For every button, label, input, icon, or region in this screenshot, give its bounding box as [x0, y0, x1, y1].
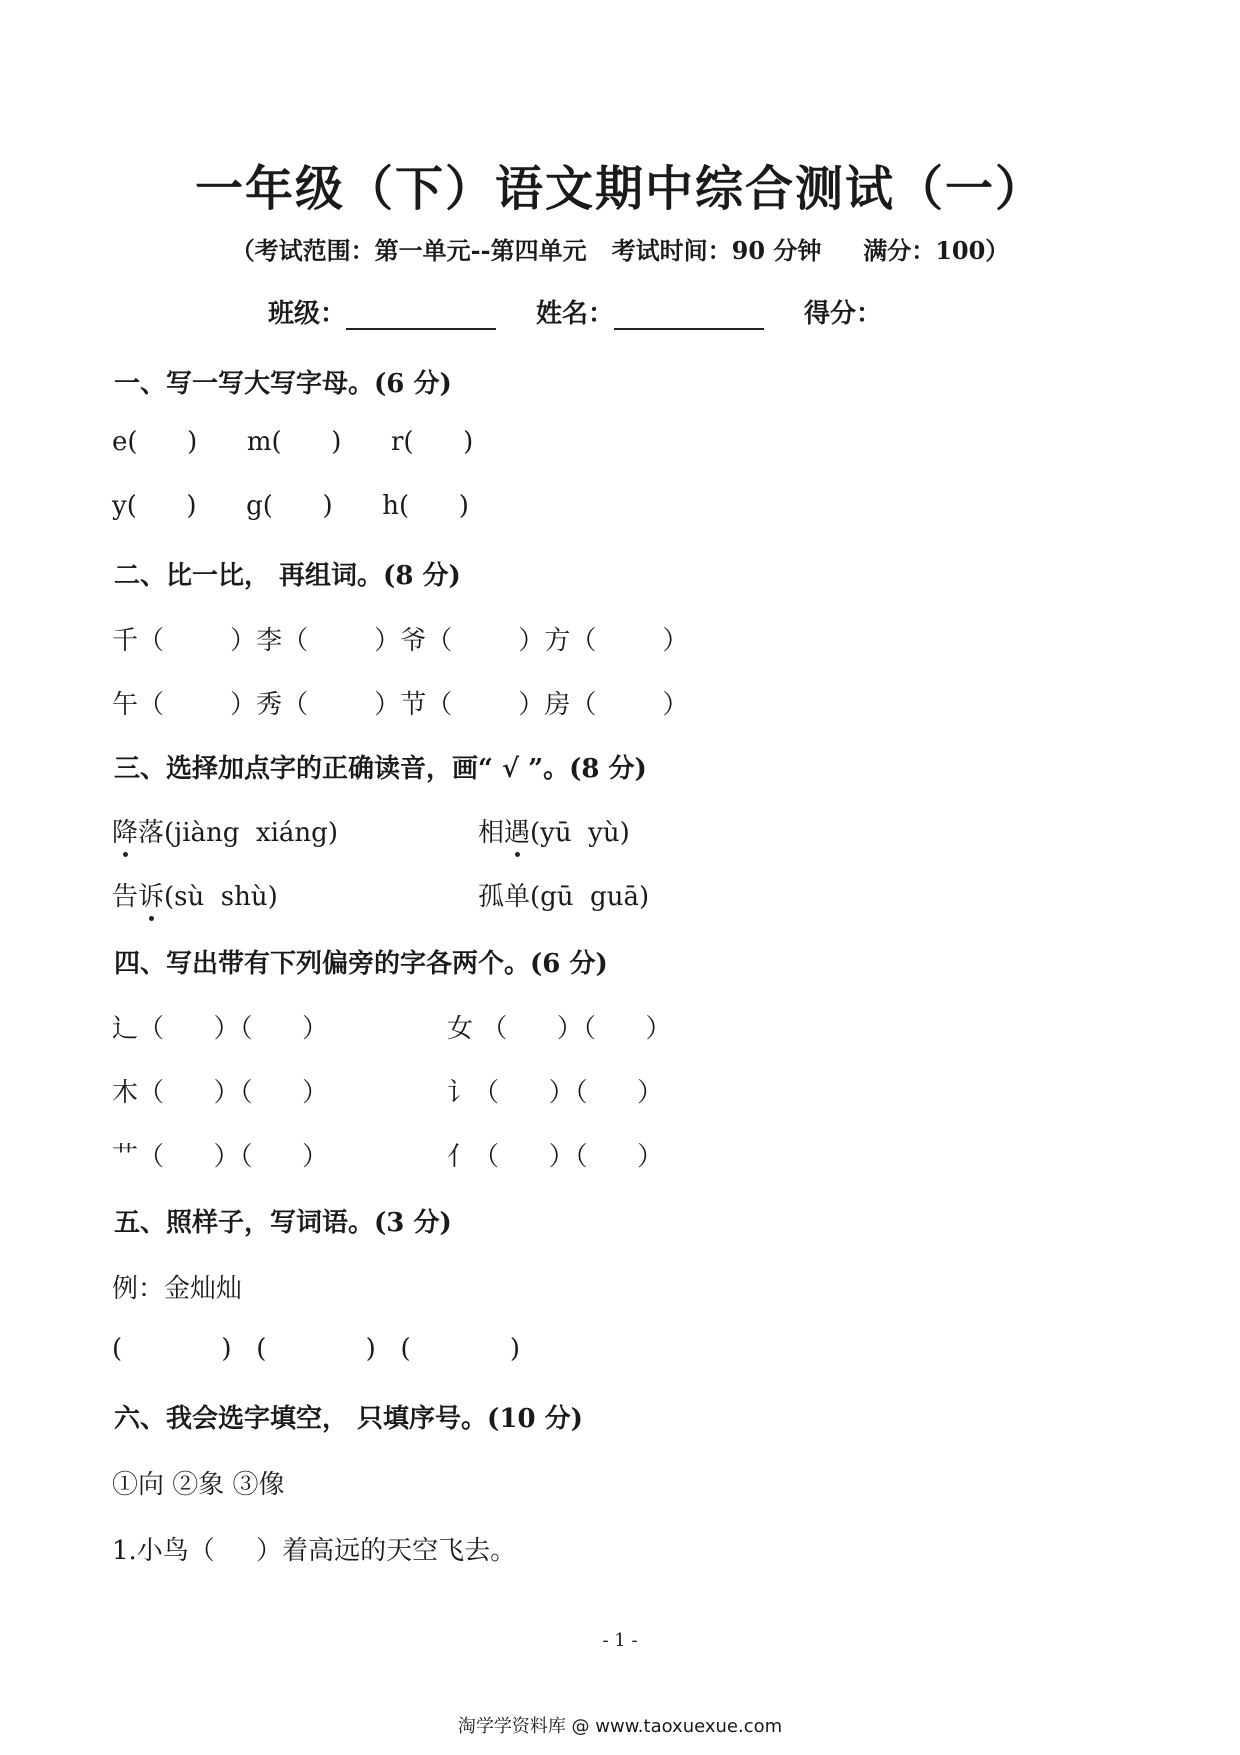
q3-item-2-char: 相: [478, 818, 505, 848]
page-title: 一年级（下）语文期中综合测试（一）: [194, 161, 1045, 217]
q2-row-1: 千（ ）李（ ）爷（ ）方（ ）: [112, 626, 689, 656]
q3-item-2: [478, 812, 630, 849]
q4-right-2: 讠（ ）（ ）: [447, 1078, 664, 1108]
q6-item-1: 1.小鸟（ ）着高远的天空飞去。: [112, 1536, 517, 1566]
q3-item-3-text: (sù shù): [164, 882, 278, 912]
q6-options: ①向 ②象 ③像: [112, 1470, 285, 1500]
q1-row-2: y( ) g( ) h( ): [112, 491, 469, 521]
watermark-text: 淘学学资料库 @ www.taoxuexue.com: [457, 1716, 783, 1737]
q1-row-1: e( ) m( ) r( ): [112, 427, 474, 457]
q3-item-1: [112, 812, 338, 849]
section-3-heading: 三、选择加点字的正确读音，画“ √ ”。(8 分): [114, 754, 647, 784]
q3-item-3: [112, 876, 278, 913]
q4-right-3: 亻（ ）（ ）: [447, 1142, 664, 1172]
section-1-heading: 一、写一写大写字母。(6 分): [114, 369, 452, 399]
section-4-heading: 四、写出带有下列偏旁的字各两个。(6 分): [114, 949, 608, 979]
q4-right-1: 女 （ ）（ ）: [447, 1014, 672, 1044]
section-6-heading: 六、我会选字填空， 只填序号。(10 分): [114, 1404, 583, 1434]
page-number: - 1 -: [602, 1630, 638, 1651]
q3-item-2-text: (yū yù): [530, 818, 630, 848]
student-info-row: [0, 293, 1240, 330]
name-label: 姓名：: [535, 299, 614, 329]
q4-left-2: 木（ ）（ ）: [112, 1078, 329, 1108]
dotted-char: 遇: [504, 812, 530, 849]
exam-subtitle: （考试范围：第一单元--第四单元 考试时间：90 分钟 满分：100）: [230, 236, 1010, 265]
section-5-heading: 五、照样子，写词语。(3 分): [114, 1208, 452, 1238]
dotted-char: 诉: [138, 876, 164, 913]
q4-left-1: 辶（ ）（ ）: [112, 1014, 329, 1044]
class-label: 班级：: [267, 299, 346, 329]
q3-item-1-text: 落(jiàng xiáng): [138, 818, 338, 848]
q3-item-4: 孤单(gū guā): [478, 882, 650, 912]
score-label: 得分：: [804, 299, 883, 329]
q2-row-2: 午（ ）秀（ ）节（ ）房（ ）: [112, 690, 689, 720]
q5-example: 例：金灿灿: [112, 1274, 243, 1304]
name-blank[interactable]: [614, 298, 764, 330]
class-blank[interactable]: [346, 298, 496, 330]
q3-item-3-char: 告: [112, 882, 139, 912]
section-2-heading: 二、比一比， 再组词。(8 分): [114, 561, 461, 591]
dotted-char: 降: [112, 812, 138, 849]
q5-blanks: ( ) ( ) ( ): [112, 1334, 520, 1364]
q4-left-3: 艹（ ）（ ）: [112, 1142, 329, 1172]
